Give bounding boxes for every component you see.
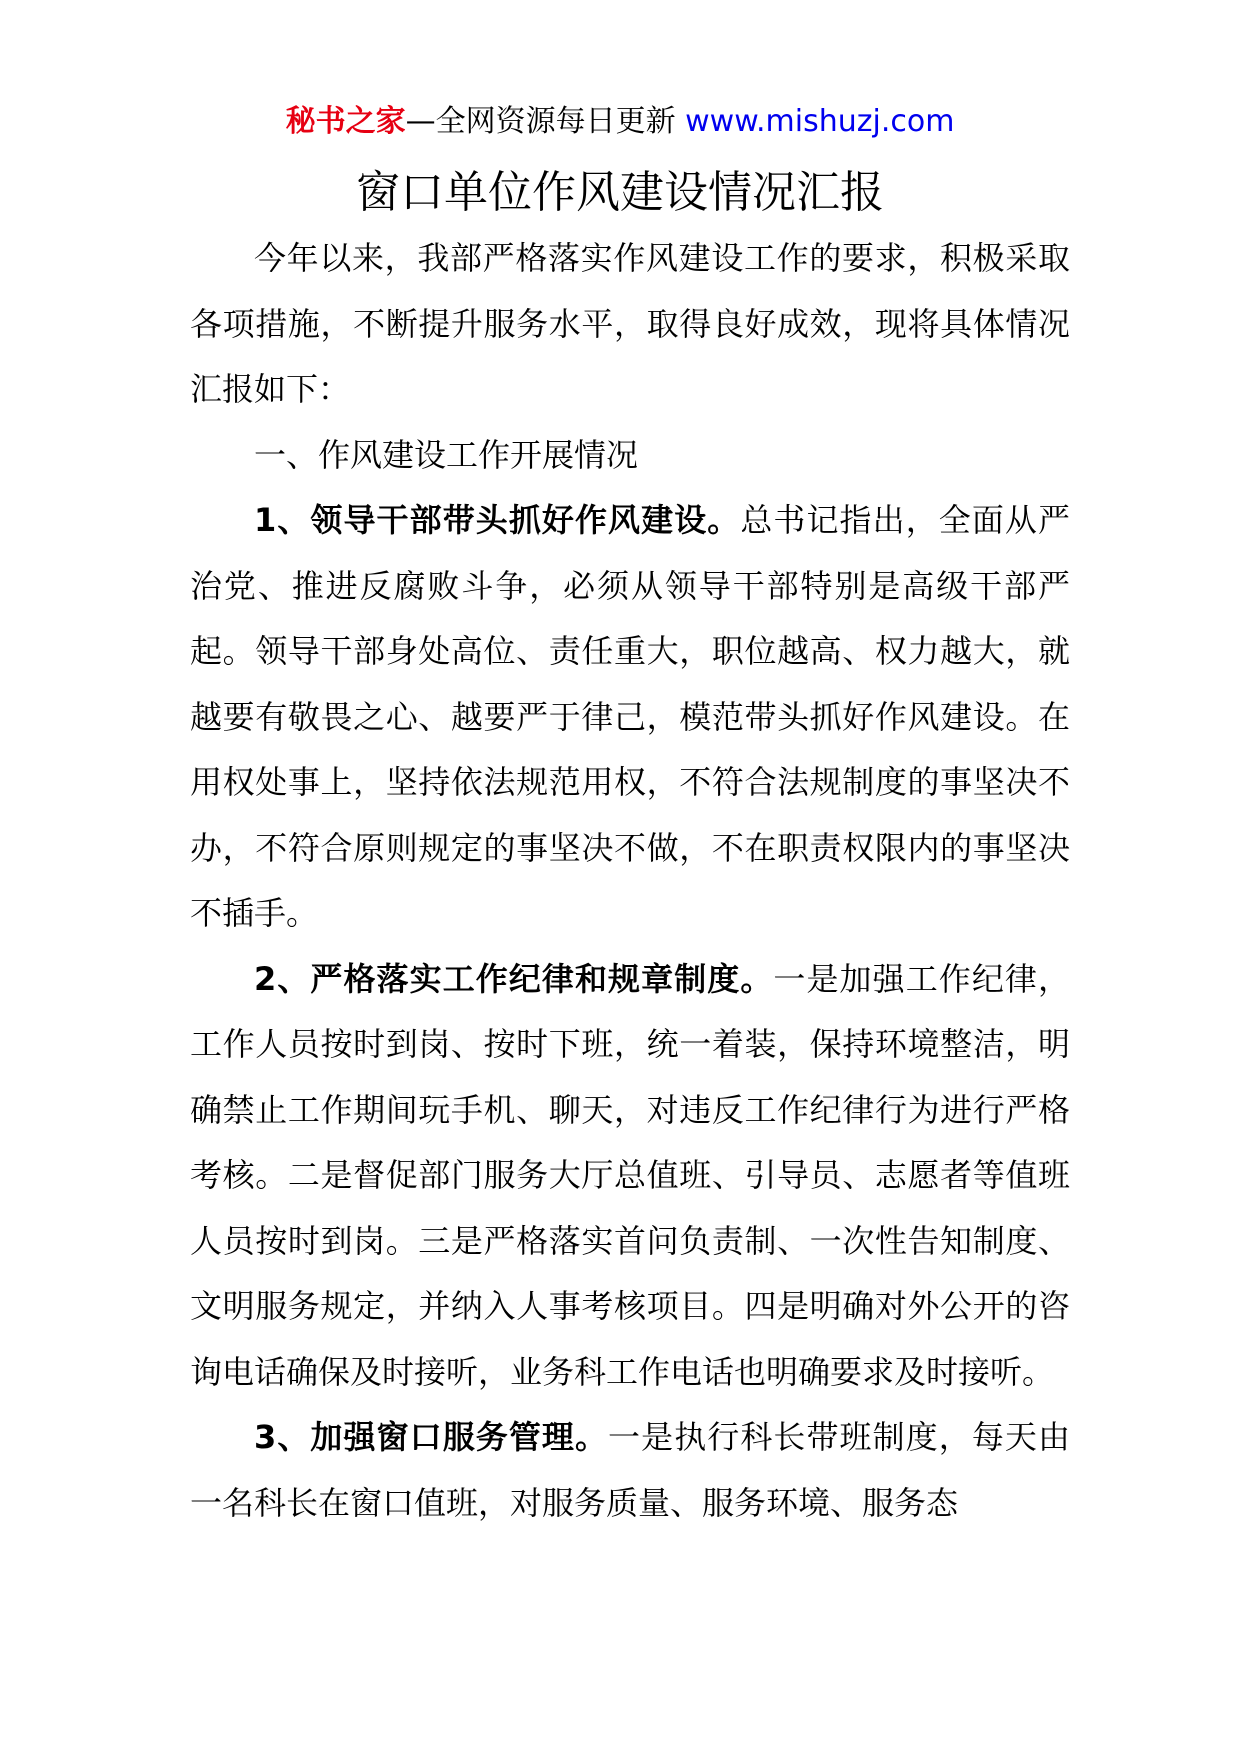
intro-paragraph: 今年以来，我部严格落实作风建设工作的要求，积极采取各项措施，不断提升服务水平，取得良好成效，现将具体情况汇报如下： [190, 239, 1070, 408]
item-text-1: 总书记指出，全面从严治党、推进反腐败斗争，必须从领导干部特别是高级干部严起。领导干部身处高位、责任重大，职位越高、权力越大，就越要有敬畏之心、越要严于律己，模范带头抓好作风建设。在用权处事上，坚持依法规范用权，不符合法规制度的事坚决不办，不符合原则规定的事坚决不做，不在职责权限内的事坚决不插手。 [190, 501, 1070, 932]
item-paragraph-1 [190, 488, 1070, 947]
item-text-3: 一是执行科长带班制度，每天由一名科长在窗口值班，对服务质量、服务环境、服务态 [190, 1418, 1070, 1522]
site-header [0, 100, 1240, 144]
site-slogan: —全网资源每日更新 [405, 104, 676, 139]
item-lead-2: 2、严格落实工作纪律和规章制度。 [254, 959, 774, 998]
item-lead-1: 1、领导干部带头抓好作风建设。 [254, 501, 741, 539]
document-body [190, 226, 1070, 1536]
item-paragraph-2 [190, 947, 1070, 1406]
item-lead-3: 3、加强窗口服务管理。 [254, 1418, 609, 1456]
item-text-2: 一是加强工作纪律，工作人员按时到岗、按时下班，统一着装，保持环境整洁，明确禁止工作期间玩手机、聊天，对违反工作纪律行为进行严格考核。二是督促部门服务大厅总值班、引导员、志愿者等值班人员按时到岗。三是严格落实首问负责制、一次性告知制度、文明服务规定，并纳入人事考核项目。四是明确对外公开的咨询电话确保及时接听，业务科工作电话也明确要求及时接听。 [190, 959, 1070, 1391]
document-title: 窗口单位作风建设情况汇报 [356, 167, 884, 218]
site-brand: 秘书之家 [285, 104, 406, 139]
item-paragraph-3 [190, 1405, 1070, 1536]
site-url-link[interactable]: www.mishuzj.com [685, 104, 955, 139]
section-heading: 一、作风建设工作开展情况 [254, 435, 639, 474]
